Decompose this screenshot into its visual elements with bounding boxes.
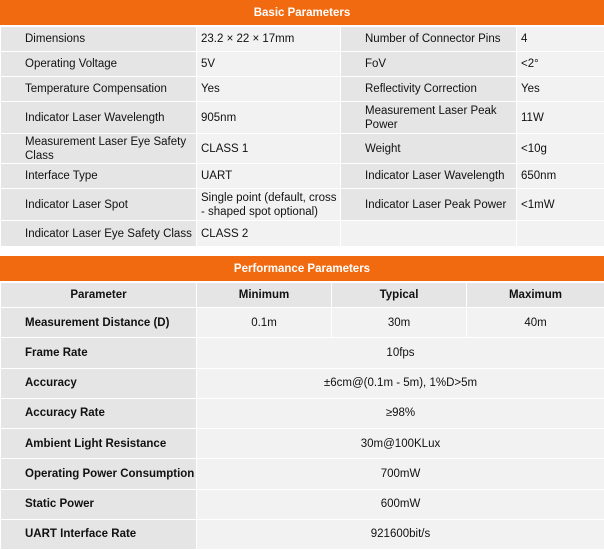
param-value: Single point (default, cross - shaped spot optional) (197, 189, 341, 221)
param-value: 600mW (197, 489, 604, 519)
basic-parameters-header: Basic Parameters (0, 0, 604, 26)
basic-parameters-table (0, 26, 604, 247)
maximum-value: 40m (467, 308, 604, 338)
param-label: Number of Connector Pins (341, 27, 517, 52)
param-label: Operating Power Consumption (1, 459, 197, 489)
param-value: 905nm (197, 102, 341, 134)
minimum-value: 0.1m (197, 308, 332, 338)
param-value: 11W (517, 102, 604, 134)
param-value: 30m@100KLux (197, 429, 604, 459)
param-value: ±6cm@(0.1m - 5m), 1%D>5m (197, 368, 604, 398)
param-label: Weight (341, 134, 517, 164)
column-header: Minimum (197, 283, 332, 308)
empty-cell (517, 221, 604, 247)
param-label: Temperature Compensation (1, 77, 197, 102)
param-label: Interface Type (1, 164, 197, 189)
table-row (1, 308, 604, 338)
table-header-row (1, 283, 604, 308)
param-label: Indicator Laser Wavelength (1, 102, 197, 134)
table-row (1, 338, 604, 368)
performance-parameters-table (0, 282, 604, 550)
table-row (1, 221, 604, 247)
table-row (1, 429, 604, 459)
param-label: FoV (341, 52, 517, 77)
param-value: 23.2 × 22 × 17mm (197, 27, 341, 52)
param-value: Yes (197, 77, 341, 102)
param-value: Yes (517, 77, 604, 102)
param-value: 5V (197, 52, 341, 77)
table-row (1, 102, 604, 134)
table-row (1, 189, 604, 221)
empty-cell (341, 221, 517, 247)
param-label: Frame Rate (1, 338, 197, 368)
performance-parameters-header: Performance Parameters (0, 256, 604, 282)
column-header: Maximum (467, 283, 604, 308)
param-label: Operating Voltage (1, 52, 197, 77)
table-row (1, 368, 604, 398)
param-label: Measurement Laser Peak Power (341, 102, 517, 134)
table-row (1, 134, 604, 164)
table-row (1, 459, 604, 489)
param-value: UART (197, 164, 341, 189)
column-header: Parameter (1, 283, 197, 308)
param-label: Accuracy (1, 368, 197, 398)
param-value: ≥98% (197, 398, 604, 428)
param-label: Measurement Distance (D) (1, 308, 197, 338)
param-label: Indicator Laser Peak Power (341, 189, 517, 221)
table-row (1, 519, 604, 549)
typical-value: 30m (332, 308, 467, 338)
param-label: Reflectivity Correction (341, 77, 517, 102)
param-value: <2° (517, 52, 604, 77)
column-header: Typical (332, 283, 467, 308)
table-row (1, 398, 604, 428)
table-row (1, 77, 604, 102)
param-label: Indicator Laser Spot (1, 189, 197, 221)
param-value: 4 (517, 27, 604, 52)
param-label: Indicator Laser Eye Safety Class (1, 221, 197, 247)
param-value: 921600bit/s (197, 519, 604, 549)
table-row (1, 52, 604, 77)
param-label: Dimensions (1, 27, 197, 52)
param-label: Measurement Laser Eye Safety Class (1, 134, 197, 164)
param-label: Indicator Laser Wavelength (341, 164, 517, 189)
param-value: CLASS 2 (197, 221, 341, 247)
table-row (1, 164, 604, 189)
table-row (1, 27, 604, 52)
param-label: Static Power (1, 489, 197, 519)
table-row (1, 489, 604, 519)
param-value: <1mW (517, 189, 604, 221)
param-value: 10fps (197, 338, 604, 368)
param-value: <10g (517, 134, 604, 164)
param-label: Ambient Light Resistance (1, 429, 197, 459)
param-value: 700mW (197, 459, 604, 489)
param-value: CLASS 1 (197, 134, 341, 164)
param-label: Accuracy Rate (1, 398, 197, 428)
param-label: UART Interface Rate (1, 519, 197, 549)
param-value: 650nm (517, 164, 604, 189)
